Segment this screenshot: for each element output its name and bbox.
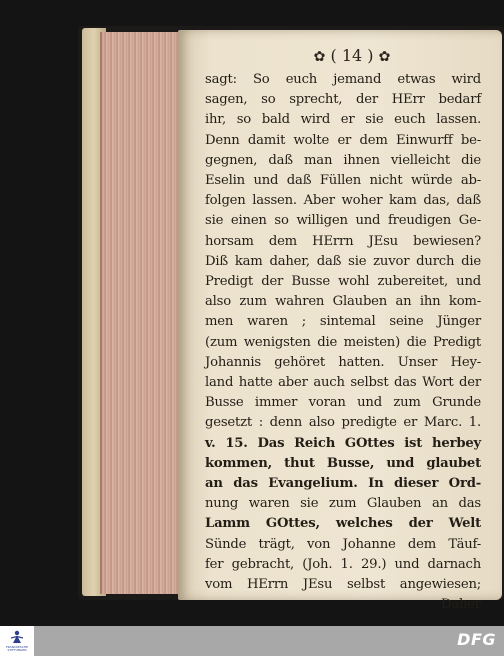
page-number: ( 14 ): [330, 46, 374, 65]
text-line: fer gebracht, (Joh. 1. 29.) und darnach: [205, 556, 481, 572]
left-ornament-icon: ✿: [313, 49, 326, 65]
text-line: Johannis gehöret hatten. Unser Hey-: [205, 354, 481, 370]
institution-logo[interactable]: [0, 626, 34, 656]
text-line: Lamm GOttes, welches der Welt: [205, 516, 481, 532]
right-ornament-icon: ✿: [378, 49, 391, 65]
text-line: v. 15. Das Reich GOttes ist herbey: [205, 435, 481, 451]
text-line: horsam dem HErrn JEsu bewiesen?: [205, 233, 481, 249]
logo-text: FRANCKESCHE STIFTUNGEN: [5, 645, 29, 653]
text-line: Busse immer voran und zum Grunde: [205, 395, 481, 411]
text-line: Predigt der Busse wohl zubereitet, und: [205, 274, 481, 290]
viewer-footer-bar: [0, 626, 504, 656]
text-line: ihr, so bald wird er sie euch lassen.: [205, 112, 481, 128]
text-line: sagen, so sprecht, der HErr bedarf: [205, 92, 481, 108]
text-line: nung waren sie zum Glauben an das: [205, 496, 481, 512]
page-header: [292, 46, 412, 68]
text-line: Diß kam daher, daß sie zuvor durch die: [205, 253, 481, 269]
text-line: vom HErrn JEsu selbst angewiesen;: [205, 577, 481, 593]
text-line: men waren ; sintemal seine Jünger: [205, 314, 481, 330]
text-line: also zum wahren Glauben an ihn kom-: [205, 294, 481, 310]
page-text: [205, 70, 481, 615]
text-line: folgen lassen. Aber woher kam das, daß: [205, 193, 481, 209]
text-line: sagt: So euch jemand etwas wird: [205, 72, 481, 87]
text-line: an das Evangelium. In dieser Ord-: [205, 476, 481, 492]
text-line: gesetzt : denn also predigte er Marc. 1.: [205, 415, 481, 431]
catchword: Daher: [440, 597, 481, 613]
text-line: Eselin und daß Füllen nicht würde ab-: [205, 173, 481, 189]
text-line: gegnen, daß man ihnen vielleicht die: [205, 152, 481, 168]
text-line: kommen, thut Busse, und glaubet: [205, 455, 481, 471]
text-line: land hatte aber auch selbst das Wort der: [205, 375, 481, 391]
dfg-logo[interactable]: DFG: [457, 630, 496, 649]
text-line: Sünde trägt, von Johanne dem Täuf-: [205, 536, 481, 552]
text-line: Denn damit wolte er dem Einwurff be-: [205, 132, 481, 148]
text-line: sie einen so willigen und freudigen Ge-: [205, 213, 481, 229]
text-line: (zum wenigsten die meisten) die Predigt: [205, 334, 481, 350]
